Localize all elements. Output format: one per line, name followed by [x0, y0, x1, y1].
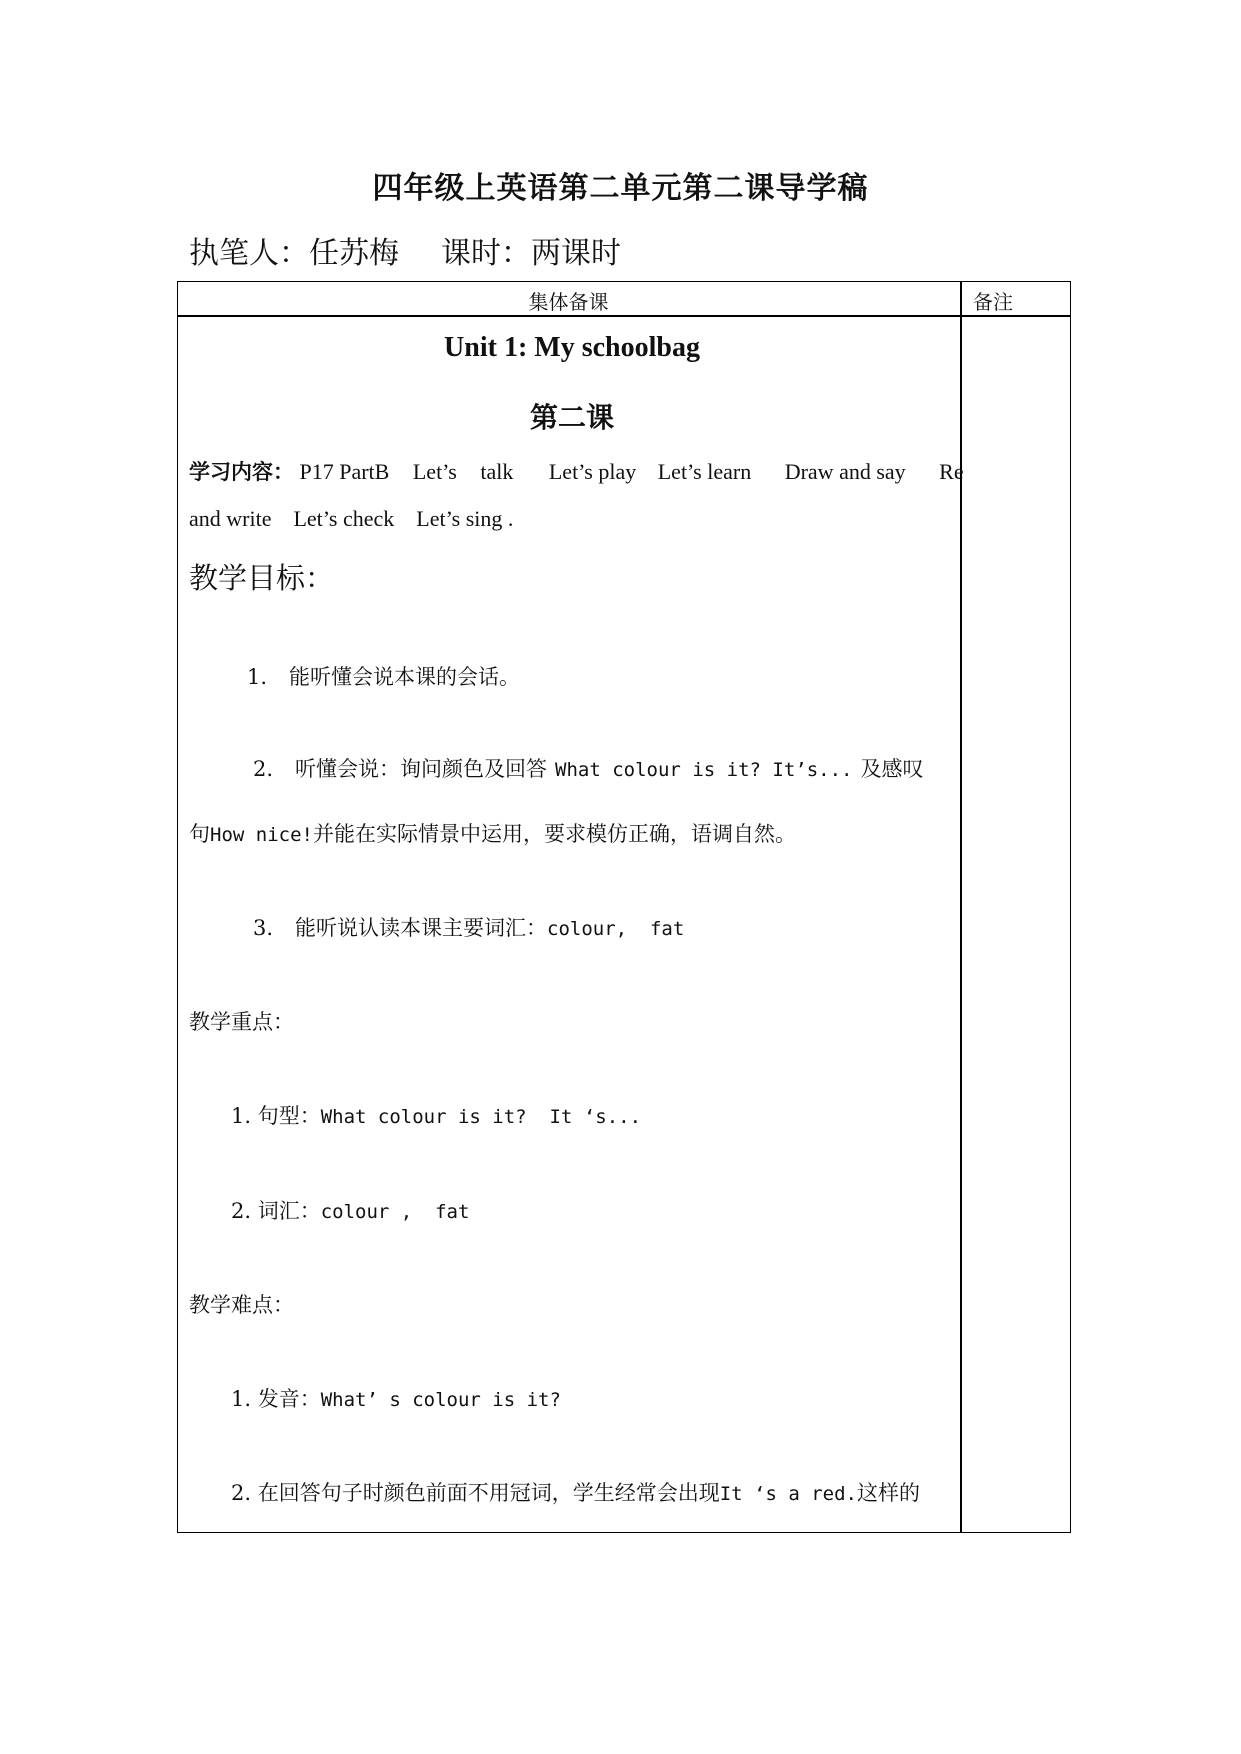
key-point-label: 1. 句型： [231, 1104, 321, 1128]
goal-text: colour, fat [547, 918, 685, 940]
goal-number: 2. [253, 757, 274, 781]
goal-number: 3. [253, 916, 274, 940]
difficulty-2 [231, 1477, 920, 1507]
author: 执笔人：任苏梅 [189, 236, 399, 271]
content-item: talk [480, 459, 514, 484]
key-point-2 [231, 1195, 469, 1225]
content-item: Let’s play [548, 459, 637, 484]
content-item: Let’s [412, 459, 457, 484]
content-item: Draw and say [784, 459, 906, 484]
document-title: 四年级上英语第二单元第二课导学稿 [372, 171, 869, 206]
goal-text: How nice! [210, 824, 313, 846]
difficulty-text: What’ s colour is it? [320, 1389, 561, 1411]
content-item: Let’s learn [657, 459, 752, 484]
difficulty-text: 这样的 [857, 1481, 920, 1505]
goal-text: 能听说认读本课主要词汇： [295, 916, 548, 940]
lesson-title: 第二课 [529, 401, 614, 434]
goal-2-cont [189, 818, 796, 848]
key-point-1 [231, 1100, 641, 1130]
goal-text: What colour is it? It’s... [555, 759, 853, 781]
difficulty-label: 1. 发音： [231, 1387, 321, 1411]
header-notes: 备注 [973, 290, 1013, 314]
goal-text: 及感叹 [860, 757, 924, 781]
author-line [189, 228, 621, 272]
content-line-2: and write Let’s check Let’s sing . [189, 506, 514, 531]
goal-text: 能听懂会说本课的会话。 [289, 665, 521, 689]
header-collective-prep: 集体备课 [528, 290, 609, 314]
goal-text: 句 [189, 822, 210, 846]
difficulty-text: It ‘s a red. [719, 1483, 857, 1505]
key-point-text: colour , fat [320, 1201, 470, 1223]
goal-2 [253, 753, 923, 783]
key-points-heading: 教学重点： [189, 1010, 294, 1034]
goal-text: 并能在实际情景中运用，要求模仿正确，语调自然。 [312, 822, 796, 846]
goal-3 [253, 912, 684, 942]
goals-heading: 教学目标： [189, 561, 335, 595]
header-divider [177, 315, 1071, 317]
key-point-text: What colour is it? It ‘s... [320, 1106, 642, 1128]
difficulty-label: 2. 在回答句子时颜色前面不用冠词，学生经常会出现 [231, 1481, 720, 1505]
key-point-label: 2. 词汇： [231, 1199, 321, 1223]
goal-number: 1. [247, 665, 268, 689]
content-item: P17 PartB [299, 459, 390, 484]
content-line [189, 456, 964, 486]
difficulty-1 [231, 1383, 561, 1413]
content-item: Re [939, 459, 964, 484]
goal-1 [247, 661, 520, 691]
content-label: 学习内容： [189, 459, 294, 484]
goal-text: 听懂会说：询问颜色及回答 [295, 757, 548, 781]
period: 课时：两课时 [441, 236, 621, 271]
difficulties-heading: 教学难点： [189, 1293, 294, 1317]
unit-title: Unit 1: My schoolbag [444, 332, 700, 363]
